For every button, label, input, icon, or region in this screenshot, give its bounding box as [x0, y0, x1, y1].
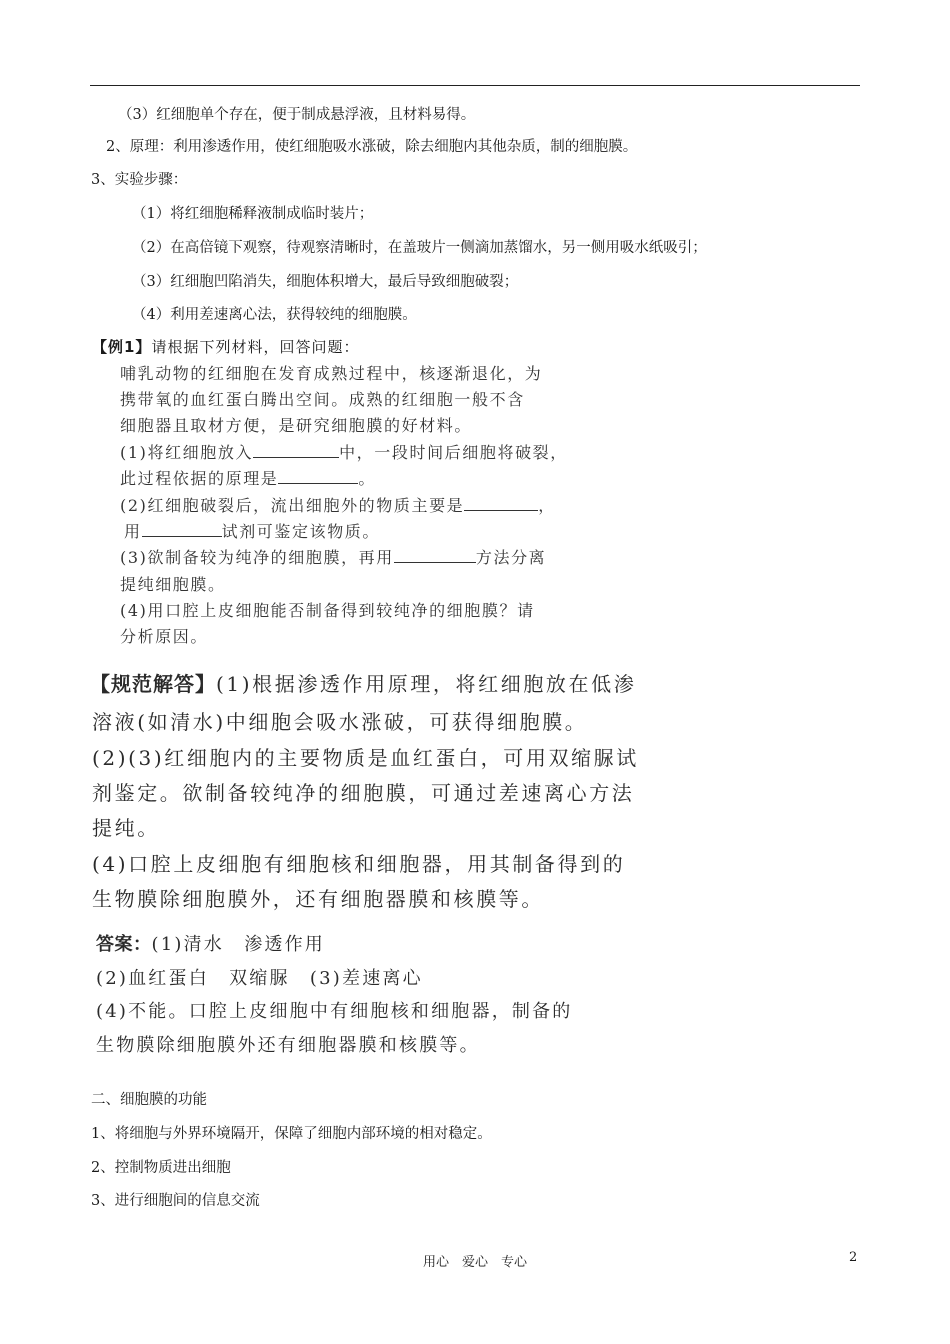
footer-slogan: 用心 爱心 专心	[422, 1255, 527, 1270]
answer-line	[96, 930, 325, 956]
question-text: 试剂可鉴定该物质。	[221, 522, 381, 541]
answer-blank	[253, 442, 339, 458]
question-4-cont: 分析原因。	[120, 627, 209, 646]
principle-line: 2、原理：利用渗透作用，使红细胞吸水涨破，除去细胞内其他杂质，制的细胞膜。	[106, 139, 638, 155]
solution-line: 溶液(如清水)中细胞会吸水涨破，可获得细胞膜。	[92, 710, 588, 734]
solution-line: 提纯。	[92, 816, 160, 840]
question-2-cont	[124, 519, 380, 542]
solution-line	[90, 668, 636, 697]
answer-tag: 答案：	[96, 934, 152, 955]
question-text: ，	[538, 496, 556, 515]
answer-line: (2)血红蛋白 双缩脲 (3)差速离心	[96, 968, 423, 989]
step-item: （1）将红细胞稀释液制成临时装片；	[132, 206, 374, 222]
solution-line: (4)口腔上皮细胞有细胞核和细胞器，用其制备得到的	[92, 852, 626, 876]
question-text: 中，一段时间后细胞将破裂，	[339, 443, 568, 462]
solution-line: 剂鉴定。欲制备较纯净的细胞膜，可通过差速离心方法	[92, 781, 635, 805]
solution-text: (1)根据渗透作用原理，将红细胞放在低渗	[216, 672, 637, 696]
step-item: （3）红细胞凹陷消失，细胞体积增大，最后导致细胞破裂；	[132, 274, 519, 290]
question-text: 用	[124, 522, 142, 541]
example-tag: 【例1】	[92, 338, 152, 356]
solution-line: (2)(3)红细胞内的主要物质是血红蛋白，可用双缩脲试	[92, 746, 639, 770]
answer-blank	[394, 547, 476, 563]
solution-tag: 【规范解答】	[90, 672, 216, 696]
section-title: 二、细胞膜的功能	[91, 1092, 207, 1108]
question-4: (4)用口腔上皮细胞能否制备得到较纯净的细胞膜？请	[120, 601, 535, 620]
answer-text: (1)清水 渗透作用	[151, 934, 325, 955]
question-text: 。	[358, 469, 377, 488]
question-1	[120, 440, 568, 463]
answer-blank	[142, 521, 222, 537]
function-item: 1、将细胞与外界环境隔开，保障了细胞内部环境的相对稳定。	[91, 1126, 492, 1142]
question-1-cont	[120, 466, 376, 489]
example-paragraph-line: 哺乳动物的红细胞在发育成熟过程中，核逐渐退化，为	[120, 364, 543, 383]
function-item: 2、控制物质进出细胞	[91, 1160, 231, 1176]
question-text: 此过程依据的原理是	[120, 469, 279, 488]
answer-line: (4)不能。口腔上皮细胞中有细胞核和细胞器，制备的	[96, 1001, 573, 1022]
step-item: （4）利用差速离心法，获得较纯的细胞膜。	[132, 307, 417, 323]
example-heading	[92, 336, 359, 357]
question-text: (2)红细胞破裂后，流出细胞外的物质主要是	[120, 496, 465, 515]
example-paragraph-line: 细胞器且取材方便，是研究细胞膜的好材料。	[120, 416, 473, 435]
question-2	[120, 493, 556, 516]
step-item: （2）在高倍镜下观察，待观察清晰时，在盖玻片一侧滴加蒸馏水，另一侧用吸水纸吸引；	[132, 240, 707, 256]
answer-blank	[464, 495, 538, 511]
question-text: (3)欲制备较为纯净的细胞膜，再用	[120, 548, 394, 567]
steps-heading: 3、实验步骤：	[91, 172, 188, 188]
answer-blank	[278, 468, 358, 484]
question-3	[120, 545, 546, 568]
example-paragraph-line: 携带氧的血红蛋白腾出空间。成熟的红细胞一般不含	[120, 390, 525, 409]
question-text: (1)将红细胞放入	[120, 443, 254, 462]
example-intro: 请根据下列材料，回答问题：	[151, 338, 360, 356]
header-rule	[90, 85, 860, 86]
page-number: 2	[849, 1250, 858, 1265]
question-text: 方法分离	[475, 548, 547, 567]
function-item: 3、进行细胞间的信息交流	[91, 1193, 260, 1209]
solution-line: 生物膜除细胞膜外，还有细胞器膜和核膜等。	[92, 887, 544, 911]
answer-line: 生物膜除细胞膜外还有细胞器膜和核膜等。	[96, 1035, 480, 1056]
question-3-cont: 提纯细胞膜。	[120, 575, 226, 594]
text-line: （3）红细胞单个存在，便于制成悬浮液，且材料易得。	[118, 107, 476, 123]
